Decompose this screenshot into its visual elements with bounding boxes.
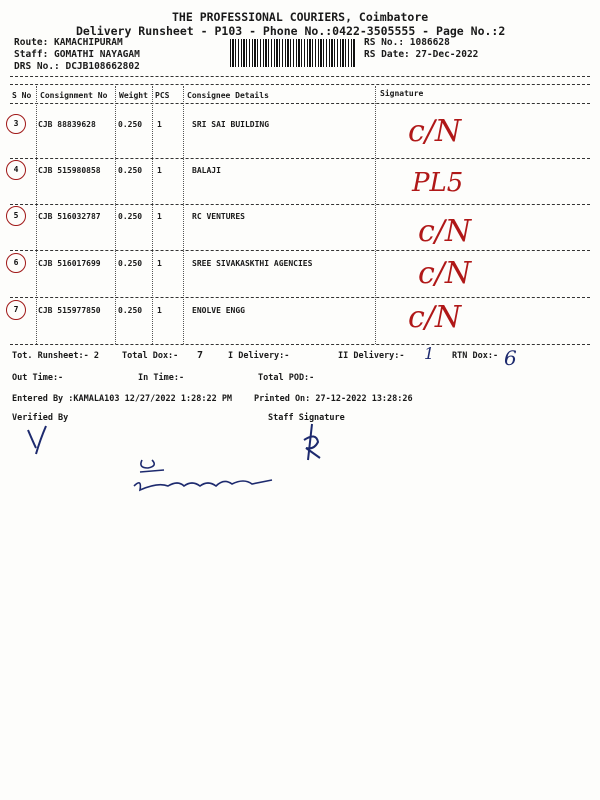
column-line bbox=[36, 86, 37, 344]
consignment-no: CJB 88839628 bbox=[38, 120, 96, 129]
runsheet-line: Delivery Runsheet - P103 - Phone No.:0422-3505555 - Page No.:2 bbox=[76, 24, 506, 38]
row-number-circle: 7 bbox=[6, 300, 26, 320]
ii-delivery: II Delivery:- bbox=[338, 351, 405, 361]
administrator-signature bbox=[128, 456, 278, 496]
entered-by: Entered By :KAMALA103 12/27/2022 1:28:22 PM bbox=[12, 394, 233, 404]
col-consignment: Consignment No bbox=[40, 91, 108, 100]
row-number-circle: 3 bbox=[6, 114, 26, 134]
consignee: SRI SAI BUILDING bbox=[192, 120, 270, 129]
staff: Staff: GOMATHI NAYAGAM bbox=[14, 49, 140, 60]
consignee: ENOLVE ENGG bbox=[192, 306, 245, 315]
col-sno: S No bbox=[12, 91, 32, 100]
consignment-no: CJB 516017699 bbox=[38, 259, 101, 268]
i-delivery: I Delivery:- bbox=[228, 351, 290, 361]
row-number-circle: 6 bbox=[6, 253, 26, 273]
divider bbox=[10, 344, 590, 345]
pcs: 1 bbox=[157, 120, 162, 129]
weight: 0.250 bbox=[118, 259, 143, 268]
consignee: BALAJI bbox=[192, 166, 221, 175]
column-line bbox=[115, 86, 116, 344]
rs-date: RS Date: 27-Dec-2022 bbox=[364, 49, 479, 60]
signature-handwritten: c/N bbox=[418, 256, 472, 291]
column-line bbox=[183, 86, 184, 344]
staff-signature-label: Staff Signature bbox=[268, 413, 345, 423]
in-time: In Time:- bbox=[138, 373, 185, 383]
weight: 0.250 bbox=[118, 212, 143, 221]
col-weight: Weight bbox=[119, 91, 148, 100]
verified-by-signature bbox=[20, 420, 60, 456]
pcs: 1 bbox=[157, 259, 162, 268]
total-dox-label: Total Dox:- bbox=[122, 351, 179, 361]
company-title: THE PROFESSIONAL COURIERS, Coimbatore bbox=[172, 10, 429, 24]
pcs: 1 bbox=[157, 166, 162, 175]
rs-number: RS No.: 1086628 bbox=[364, 37, 450, 48]
drs-number: DRS No.: DCJB108662802 bbox=[14, 61, 140, 72]
printed-on: Printed On: 27-12-2022 13:28:26 bbox=[254, 394, 413, 404]
col-signature: Signature bbox=[380, 89, 424, 98]
out-time: Out Time:- bbox=[12, 373, 64, 383]
column-line bbox=[375, 86, 376, 344]
pcs: 1 bbox=[157, 212, 162, 221]
verified-by-label: Verified By bbox=[12, 413, 69, 423]
col-consignee: Consignee Details bbox=[187, 91, 269, 100]
pcs: 1 bbox=[157, 306, 162, 315]
signature-handwritten: c/N bbox=[418, 214, 472, 249]
ii-delivery-value: 1 bbox=[424, 344, 435, 363]
weight: 0.250 bbox=[118, 120, 143, 129]
staff-signature-scribble bbox=[298, 422, 328, 464]
consignment-no: CJB 515977850 bbox=[38, 306, 101, 315]
row-number-circle: 5 bbox=[6, 206, 26, 226]
rtn-dox: RTN Dox:- bbox=[452, 351, 499, 361]
route: Route: KAMACHIPURAM bbox=[14, 37, 123, 48]
weight: 0.250 bbox=[118, 166, 143, 175]
tot-runsheet: Tot. Runsheet:- 2 bbox=[12, 351, 99, 361]
consignee: SREE SIVAKASKTHI AGENCIES bbox=[192, 259, 313, 268]
divider bbox=[10, 103, 590, 104]
consignment-no: CJB 515980858 bbox=[38, 166, 101, 175]
total-pod: Total POD:- bbox=[258, 373, 315, 383]
signature-handwritten: c/N bbox=[408, 300, 462, 335]
consignee: RC VENTURES bbox=[192, 212, 245, 221]
divider bbox=[10, 204, 590, 205]
row-number-circle: 4 bbox=[6, 160, 26, 180]
consignment-no: CJB 516032787 bbox=[38, 212, 101, 221]
total-dox-value: 7 bbox=[197, 350, 204, 361]
divider bbox=[10, 297, 590, 298]
column-line bbox=[152, 86, 153, 344]
rtn-dox-value: 6 bbox=[504, 346, 517, 370]
divider bbox=[10, 158, 590, 159]
divider bbox=[10, 250, 590, 251]
divider bbox=[10, 84, 590, 85]
col-pcs: PCS bbox=[155, 91, 170, 100]
signature-handwritten: PL5 bbox=[412, 168, 464, 198]
weight: 0.250 bbox=[118, 306, 143, 315]
signature-handwritten: c/N bbox=[408, 114, 462, 149]
barcode bbox=[230, 39, 356, 67]
divider bbox=[10, 76, 590, 77]
